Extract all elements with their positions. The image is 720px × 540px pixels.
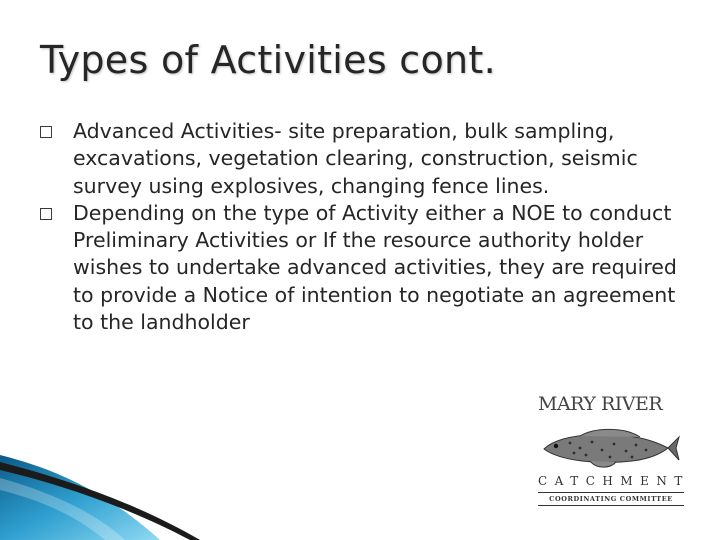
logo-title: MARY RIVER: [538, 393, 663, 415]
bullet-text: Advanced Activities- site preparation, bulk sampling, excavations, vegetation clearing, construction, seismic survey using explosives, changing fence lines.: [73, 119, 638, 198]
bullet-text: Depending on the type of Activity either a NOE to conduct Preliminary Activities or If the resource authority holder wishes to undertake advanced activities, they are required to provide a Notice of intention to negotiate an agreement to the landholder: [73, 200, 677, 335]
mary-river-logo: [528, 393, 688, 511]
fish-icon: [540, 427, 680, 469]
slide-title: Types of Activities cont.: [40, 38, 497, 82]
logo-divider: [538, 492, 684, 493]
bullet-item: [40, 118, 690, 200]
logo-subtitle: CATCHMENT: [538, 474, 690, 488]
bullet-list: [40, 118, 690, 336]
logo-divider: [538, 505, 684, 506]
square-bullet-icon: [40, 208, 52, 220]
bullet-item: [40, 200, 690, 336]
logo-committee: COORDINATING COMMITTEE: [549, 495, 673, 503]
square-bullet-icon: [40, 126, 52, 138]
